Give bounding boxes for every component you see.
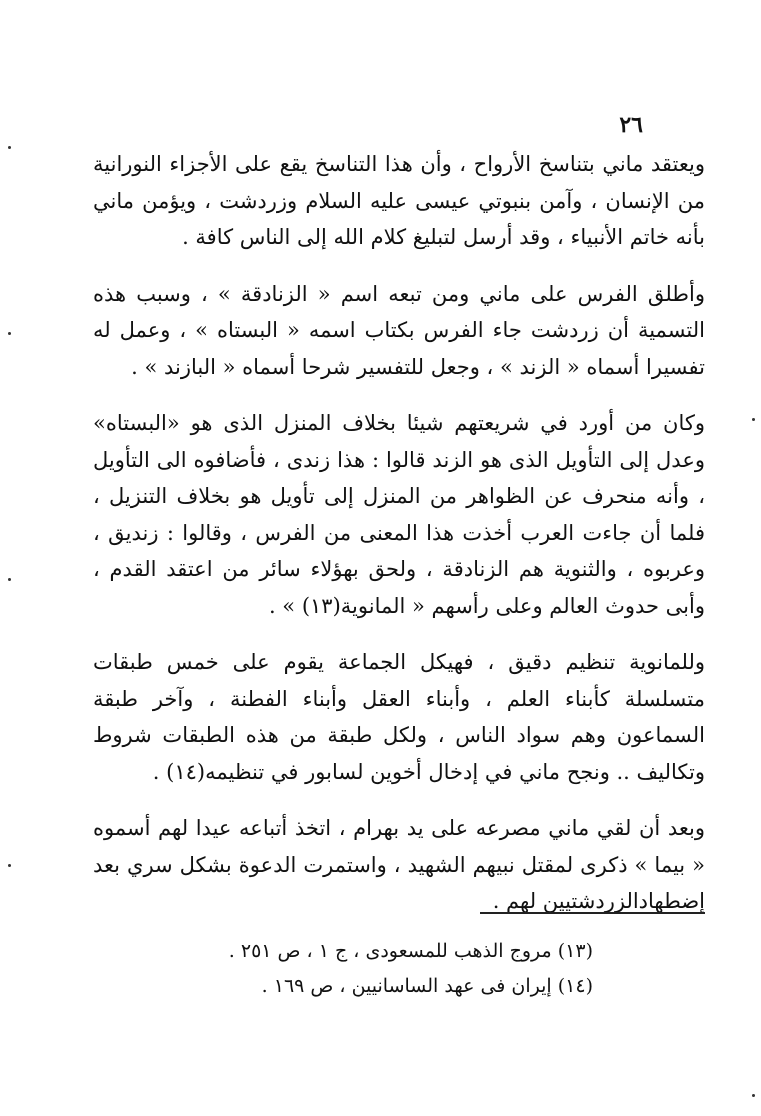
scan-edge-mark: [8, 578, 11, 581]
paragraph-mani-beliefs: ويعتقد ماني بتناسخ الأرواح ، وأن هذا التناسخ يقع على الأجزاء النورانية من الإنسان ، وآمن بنبوتي عيسى عليه السلام وزردشت ، ويؤمن ماني بأنه خاتم الأنبياء ، وقد أرسل لتبليغ كلام الله إلى الناس كافة .: [93, 152, 705, 249]
paragraph-zanadiqa-name: وأطلق الفرس على ماني ومن تبعه اسم « الزنادقة » ، وسبب هذه التسمية أن زردشت جاء الفرس بكتاب اسمه « البستاه » ، وعمل له تفسيرا أسماه « الزند » ، وجعل للتفسير شرحا أسماه « البازند » .: [93, 281, 705, 379]
body-text: [93, 146, 705, 940]
scan-edge-mark: [752, 1094, 755, 1097]
scan-edge-mark: [8, 864, 11, 867]
paragraph-manichaean-organization: وللمانوية تنظيم دقيق ، فهيكل الجماعة يقوم على خمس طبقات متسلسلة كأبناء العلم ، وأبناء العقل وأبناء الفطنة ، وآخر طبقة السماعون وهم سواد الناس ، ولكل طبقة من هذه الطبقات شروط وتكاليف .. ونجح ماني في إدخال أخوين لسابور في تنظيمه(١٤) .: [93, 650, 705, 784]
scan-edge-mark: [8, 332, 11, 335]
paragraph-after-mani-death: وبعد أن لقي ماني مصرعه على يد بهرام ، اتخذ أتباعه عيدا لهم أسموه « بيما » ذكرى لمقتل نبيهم الشهيد ، واستمرت الدعوة بشكل سري بعد إضطهادالزردشتيين لهم .: [93, 816, 705, 913]
footnotes: [93, 934, 593, 1004]
footnote-14: (١٤) إيران فى عهد الساسانيين ، ص ١٦٩ .: [261, 975, 593, 997]
footnote-13: (١٣) مروج الذهب للمسعودى ، ج ١ ، ص ٢٥١ .: [228, 940, 593, 962]
page-number: ٢٦: [619, 112, 643, 138]
paragraph-zindiq-origin: وكان من أورد في شريعتهم شيئا بخلاف المنزل الذى هو «البستاه» وعدل إلى التأويل الذى هو الزند قالوا : هذا زندى ، فأضافوه الى التأويل ، وأنه منحرف عن الظواهر من المنزل إلى تأويل هو بخلاف التنزيل ، فلما أن جاءت العرب أخذت هذا المعنى من الفرس ، وقالوا : زنديق ، وعربوه ، والثنوية هم الزنادقة ، ولحق بهؤلاء سائر من اعتقد القدم ، وأبى حدوث العالم وعلى رأسهم « المانوية(١٣) » .: [93, 411, 705, 618]
footnote-divider: [480, 912, 705, 914]
scan-edge-mark: [752, 418, 755, 421]
scan-edge-mark: [8, 146, 11, 149]
